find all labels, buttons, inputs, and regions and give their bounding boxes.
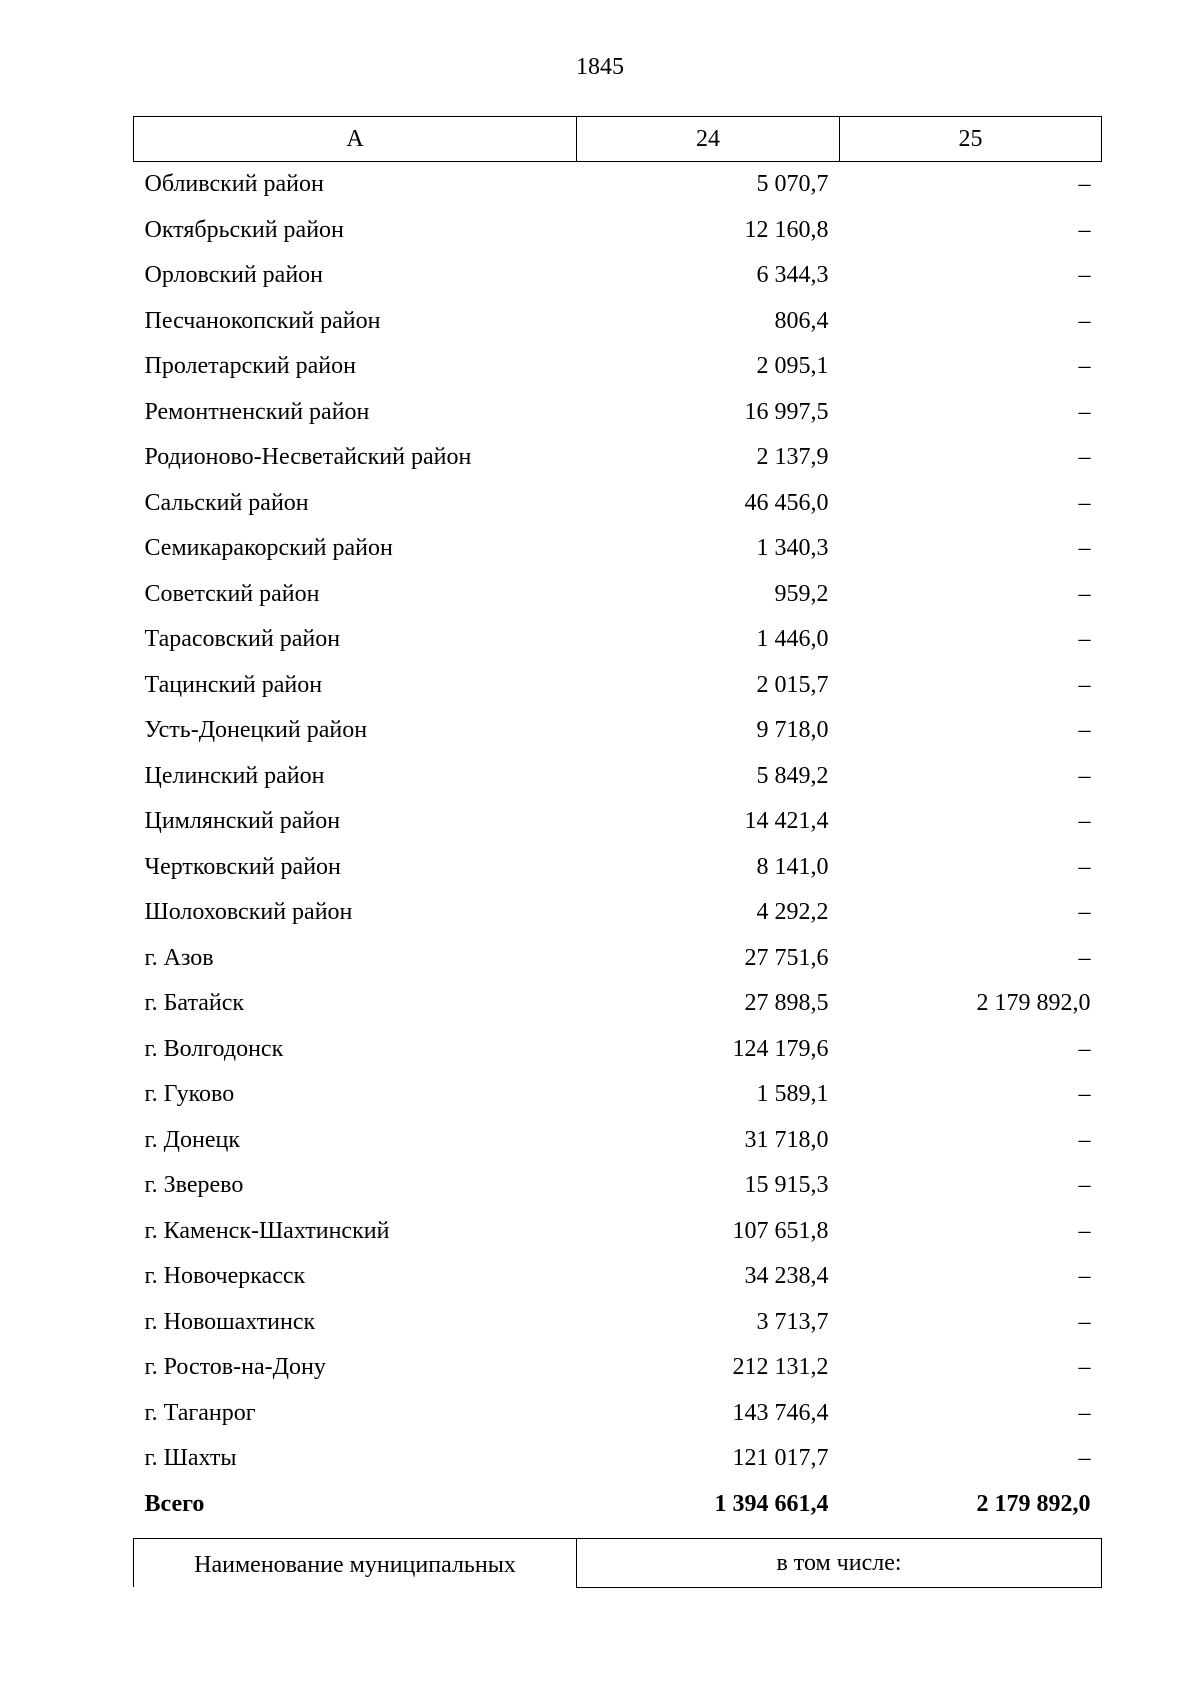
row-value-24: 3 713,7 xyxy=(756,1308,829,1335)
row-value-25: – xyxy=(1078,1217,1091,1244)
table-row xyxy=(134,981,1102,1027)
row-value-24: 5 849,2 xyxy=(756,762,829,789)
row-value-24: 2 015,7 xyxy=(756,671,829,698)
table-row xyxy=(134,1027,1102,1073)
next-table-header xyxy=(133,1538,1102,1588)
table-row xyxy=(134,936,1102,982)
table-row xyxy=(134,1436,1102,1482)
table-row xyxy=(134,162,1102,208)
row-value-24: 143 746,4 xyxy=(732,1399,829,1426)
row-value-24: 124 179,6 xyxy=(732,1035,829,1062)
row-name: Орловский район xyxy=(144,262,324,288)
row-value-24: 34 238,4 xyxy=(744,1263,829,1289)
row-value-24: 9 718,0 xyxy=(756,717,829,743)
row-name: Усть-Донецкий район xyxy=(144,717,368,743)
including-header: в том числе: xyxy=(577,1539,1102,1588)
row-value-24: 27 751,6 xyxy=(744,944,829,971)
table-row xyxy=(134,617,1102,663)
table-row xyxy=(134,890,1102,936)
table-row xyxy=(134,663,1102,709)
row-value-24: 4 292,2 xyxy=(756,899,829,925)
total-label: Всего xyxy=(144,1490,205,1517)
row-name: Родионово-Несветайский район xyxy=(144,444,472,470)
row-value-25: – xyxy=(1078,1354,1091,1380)
table-row xyxy=(134,435,1102,481)
table-row xyxy=(134,208,1102,254)
total-value-25: 2 179 892,0 xyxy=(976,1490,1091,1517)
row-value-25: – xyxy=(1078,444,1091,470)
row-value-25: – xyxy=(1078,353,1091,379)
row-name: г. Каменск-Шахтинский xyxy=(144,1217,390,1244)
row-name: г. Гуково xyxy=(144,1081,235,1107)
row-value-24: 12 160,8 xyxy=(744,216,829,243)
row-value-25: – xyxy=(1078,944,1091,971)
row-name: г. Новошахтинск xyxy=(144,1308,316,1335)
row-name: г. Шахты xyxy=(144,1445,237,1471)
table-row xyxy=(134,1254,1102,1300)
table-row xyxy=(134,299,1102,345)
row-value-24: 8 141,0 xyxy=(756,853,829,880)
row-value-24: 5 070,7 xyxy=(756,171,829,197)
table-header-row xyxy=(134,117,1102,162)
row-value-25: – xyxy=(1078,262,1091,288)
row-name: Семикаракорский район xyxy=(144,535,393,561)
row-value-24: 46 456,0 xyxy=(744,489,829,516)
row-name: Песчанокопский район xyxy=(144,307,381,334)
row-value-24: 806,4 xyxy=(774,307,829,334)
row-value-25: – xyxy=(1078,1035,1091,1062)
next-table-header-row xyxy=(134,1539,1102,1588)
table-row xyxy=(134,1163,1102,1209)
table-row xyxy=(134,1118,1102,1164)
table-row xyxy=(134,754,1102,800)
row-name: г. Батайск xyxy=(144,990,245,1016)
row-name: Целинский район xyxy=(144,762,325,789)
row-value-25: – xyxy=(1078,1399,1091,1426)
row-name: г. Азов xyxy=(144,944,214,971)
row-value-25: – xyxy=(1078,626,1091,652)
table-row xyxy=(134,390,1102,436)
data-table xyxy=(133,116,1102,1527)
row-value-25: – xyxy=(1078,535,1091,561)
row-name: Обливский район xyxy=(144,171,324,197)
row-value-24: 6 344,3 xyxy=(756,262,829,288)
row-name: г. Донецк xyxy=(144,1126,241,1153)
row-value-25: – xyxy=(1078,489,1091,516)
row-value-24: 212 131,2 xyxy=(732,1354,829,1380)
row-value-25: – xyxy=(1078,1445,1091,1471)
row-value-24: 27 898,5 xyxy=(744,990,829,1016)
table-row xyxy=(134,344,1102,390)
row-name: Тарасовский район xyxy=(144,626,341,652)
row-value-25: – xyxy=(1078,1172,1091,1198)
table-row xyxy=(134,1072,1102,1118)
row-name: г. Ростов-на-Дону xyxy=(144,1354,326,1380)
row-value-24: 2 137,9 xyxy=(756,444,829,470)
row-name: Тацинский район xyxy=(144,671,323,698)
row-value-24: 15 915,3 xyxy=(744,1172,829,1198)
row-name: Ремонтненский район xyxy=(144,398,370,425)
row-name: Сальский район xyxy=(144,489,309,516)
row-value-24: 16 997,5 xyxy=(744,398,829,425)
row-value-25: – xyxy=(1078,1263,1091,1289)
row-name: Пролетарский район xyxy=(144,353,356,379)
row-value-25: – xyxy=(1078,216,1091,243)
row-name: г. Таганрог xyxy=(144,1399,256,1426)
row-value-24: 107 651,8 xyxy=(732,1217,829,1244)
row-name: Чертковский район xyxy=(144,853,341,880)
row-value-24: 1 589,1 xyxy=(756,1081,829,1107)
row-value-25: – xyxy=(1078,717,1091,743)
row-name: Октябрьский район xyxy=(144,216,344,243)
row-value-24: 959,2 xyxy=(774,580,829,607)
row-value-25: – xyxy=(1078,307,1091,334)
page-number: 1845 xyxy=(576,54,624,80)
row-value-24: 1 340,3 xyxy=(756,535,829,561)
row-value-24: 2 095,1 xyxy=(756,353,829,379)
row-value-25: – xyxy=(1078,580,1091,607)
row-value-25: – xyxy=(1078,853,1091,880)
table-row xyxy=(134,799,1102,845)
column-header-24: 24 xyxy=(577,117,840,162)
row-value-25: – xyxy=(1078,671,1091,698)
table-row xyxy=(134,1209,1102,1255)
column-header-a: А xyxy=(134,117,577,162)
row-value-25: – xyxy=(1078,398,1091,425)
total-row xyxy=(134,1482,1102,1528)
table-row xyxy=(134,1300,1102,1346)
table-row xyxy=(134,708,1102,754)
column-header-25: 25 xyxy=(840,117,1102,162)
table-row xyxy=(134,526,1102,572)
table-row xyxy=(134,481,1102,527)
row-value-25: – xyxy=(1078,762,1091,789)
row-name: г. Новочеркасск xyxy=(144,1263,306,1289)
row-name: г. Волгодонск xyxy=(144,1035,284,1062)
row-value-24: 14 421,4 xyxy=(744,808,829,834)
row-name: г. Зверево xyxy=(144,1172,244,1198)
row-value-25: – xyxy=(1078,1308,1091,1335)
row-value-24: 121 017,7 xyxy=(732,1445,829,1471)
row-value-25: – xyxy=(1078,808,1091,834)
row-value-25: 2 179 892,0 xyxy=(976,990,1091,1016)
row-value-25: – xyxy=(1078,1081,1091,1107)
row-value-25: – xyxy=(1078,899,1091,925)
table-body xyxy=(134,162,1102,1528)
row-name: Советский район xyxy=(144,580,320,607)
table-row xyxy=(134,1345,1102,1391)
table-row xyxy=(134,572,1102,618)
table-row xyxy=(134,253,1102,299)
row-name: Шолоховский район xyxy=(144,899,353,925)
row-value-24: 31 718,0 xyxy=(744,1126,829,1153)
row-value-25: – xyxy=(1078,1126,1091,1153)
row-value-25: – xyxy=(1078,171,1091,197)
table-row xyxy=(134,845,1102,891)
row-name: Цимлянский район xyxy=(144,808,341,834)
table-row xyxy=(134,1391,1102,1437)
row-value-24: 1 446,0 xyxy=(756,626,829,652)
municipal-name-header: Наименование муниципальных xyxy=(134,1539,577,1588)
total-value-24: 1 394 661,4 xyxy=(714,1490,829,1517)
